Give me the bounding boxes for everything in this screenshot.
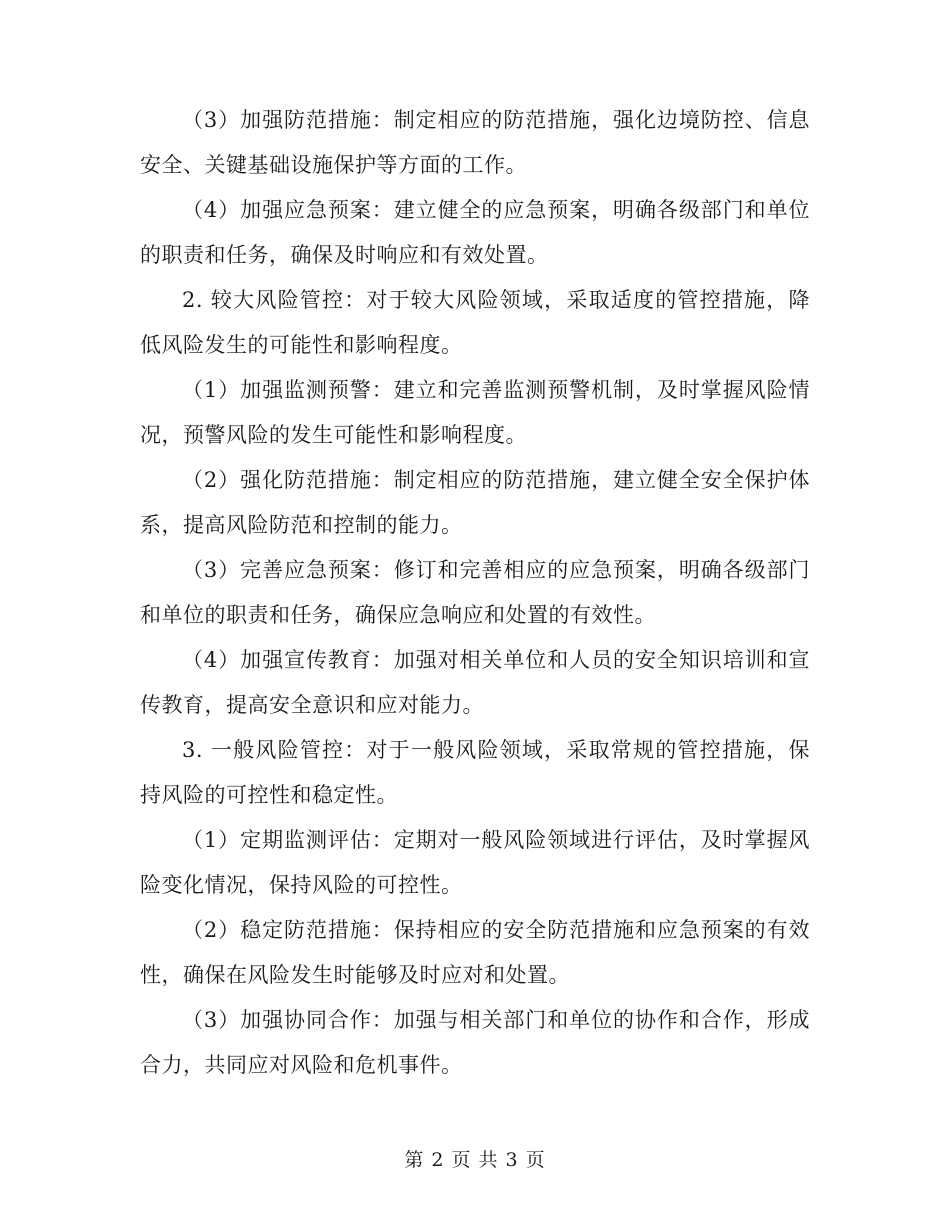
paragraph: 3. 一般风险管控：对于一般风险领域，采取常规的管控措施，保持风险的可控性和稳定性。 [140,738,810,807]
page-number-footer: 第 2 页 共 3 页 [404,1149,546,1171]
paragraph: （4）加强应急预案：建立健全的应急预案，明确各级部门和单位的职责和任务，确保及时响应和有效处置。 [140,198,810,267]
paragraph: 2. 较大风险管控：对于较大风险领域，采取适度的管控措施，降低风险发生的可能性和影响程度。 [140,288,810,357]
paragraph: （1）定期监测评估：定期对一般风险领域进行评估，及时掌握风险变化情况，保持风险的可控性。 [140,828,810,897]
paragraph: （4）加强宣传教育：加强对相关单位和人员的安全知识培训和宣传教育，提高安全意识和应对能力。 [140,648,810,717]
paragraph: （2）稳定防范措施：保持相应的安全防范措施和应急预案的有效性，确保在风险发生时能够及时应对和处置。 [140,918,810,987]
document-body [140,98,810,1088]
paragraph: （2）强化防范措施：制定相应的防范措施，建立健全安全保护体系，提高风险防范和控制的能力。 [140,468,810,537]
paragraph: （3）加强防范措施：制定相应的防范措施，强化边境防控、信息安全、关键基础设施保护等方面的工作。 [140,108,810,177]
paragraph: （3）完善应急预案：修订和完善相应的应急预案，明确各级部门和单位的职责和任务，确保应急响应和处置的有效性。 [140,558,810,627]
paragraph: （1）加强监测预警：建立和完善监测预警机制，及时掌握风险情况，预警风险的发生可能性和影响程度。 [140,378,810,447]
paragraph: （3）加强协同合作：加强与相关部门和单位的协作和合作，形成合力，共同应对风险和危机事件。 [140,1008,810,1077]
